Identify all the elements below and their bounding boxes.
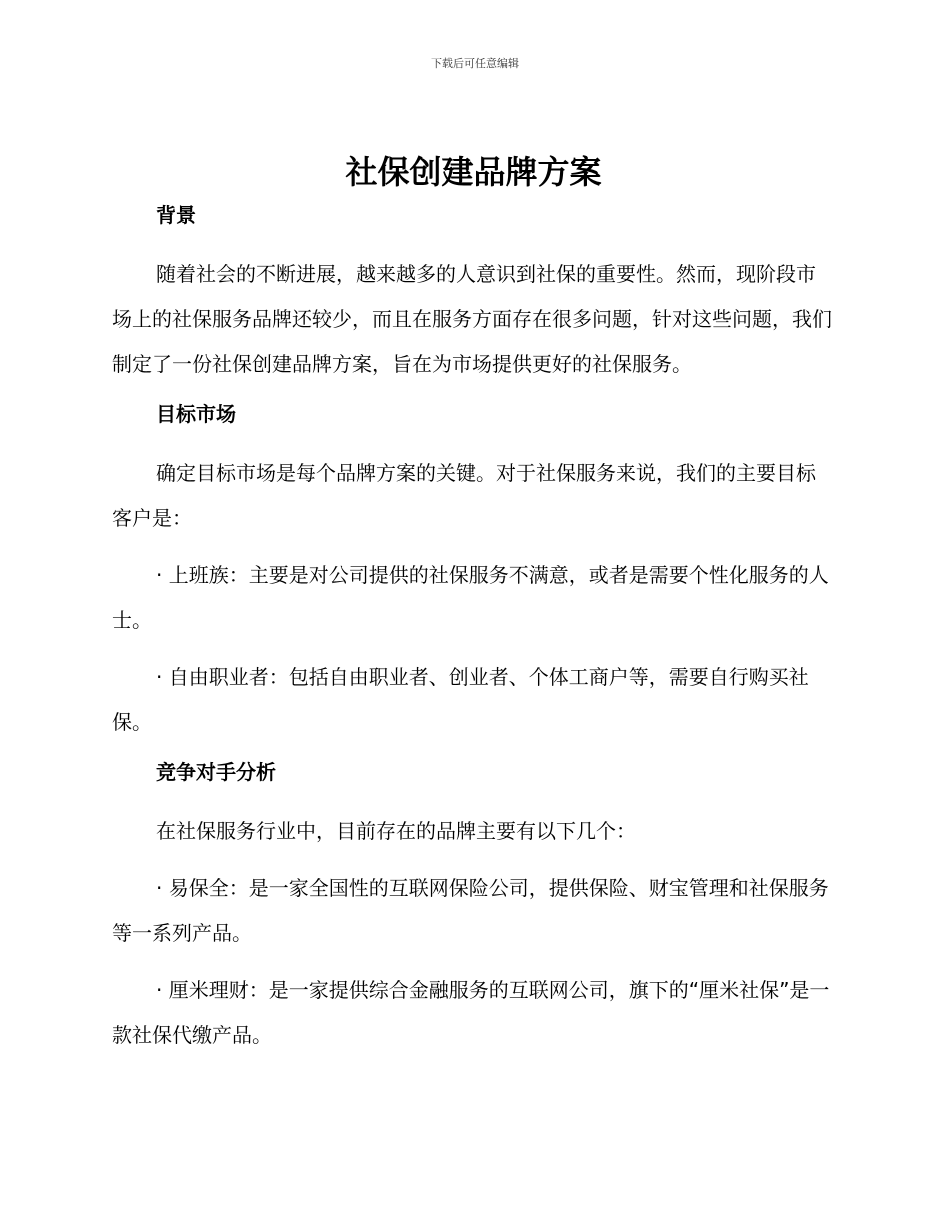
bullet-item: · 自由职业者：包括自由职业者、创业者、个体工商户等，需要自行购买社保。	[112, 665, 809, 734]
paragraph: 随着社会的不断进展，越来越多的人意识到社保的重要性。然而，现阶段市场上的社保服务品牌还较少，而且在服务方面存在很多问题，针对这些问题，我们制定了一份社保创建品牌方案，旨在为市场提供更好的社保服务。	[112, 262, 832, 376]
section-competitor-analysis	[112, 757, 832, 1058]
section-background	[112, 200, 832, 387]
bullet-item: · 厘米理财：是一家提供综合金融服务的互联网公司，旗下的“厘米社保”是一款社保代缴产品。	[112, 978, 830, 1047]
section-target-market	[112, 399, 832, 745]
paragraph: 在社保服务行业中，目前存在的品牌主要有以下几个：	[156, 819, 636, 843]
bullet-item: · 易保全：是一家全国性的互联网保险公司，提供保险、财宝管理和社保服务等一系列产品。	[112, 876, 829, 945]
page-header-note: 下载后可任意编辑	[431, 57, 519, 70]
section-heading: 背景	[156, 203, 196, 227]
document-body	[112, 150, 832, 1070]
section-heading: 竞争对手分析	[156, 760, 276, 784]
bullet-item: · 上班族：主要是对公司提供的社保服务不满意，或者是需要个性化服务的人士。	[112, 563, 829, 632]
section-heading: 目标市场	[156, 402, 236, 426]
document-title: 社保创建品牌方案	[345, 153, 602, 191]
paragraph: 确定目标市场是每个品牌方案的关键。对于社保服务来说，我们的主要目标客户是：	[112, 461, 816, 530]
